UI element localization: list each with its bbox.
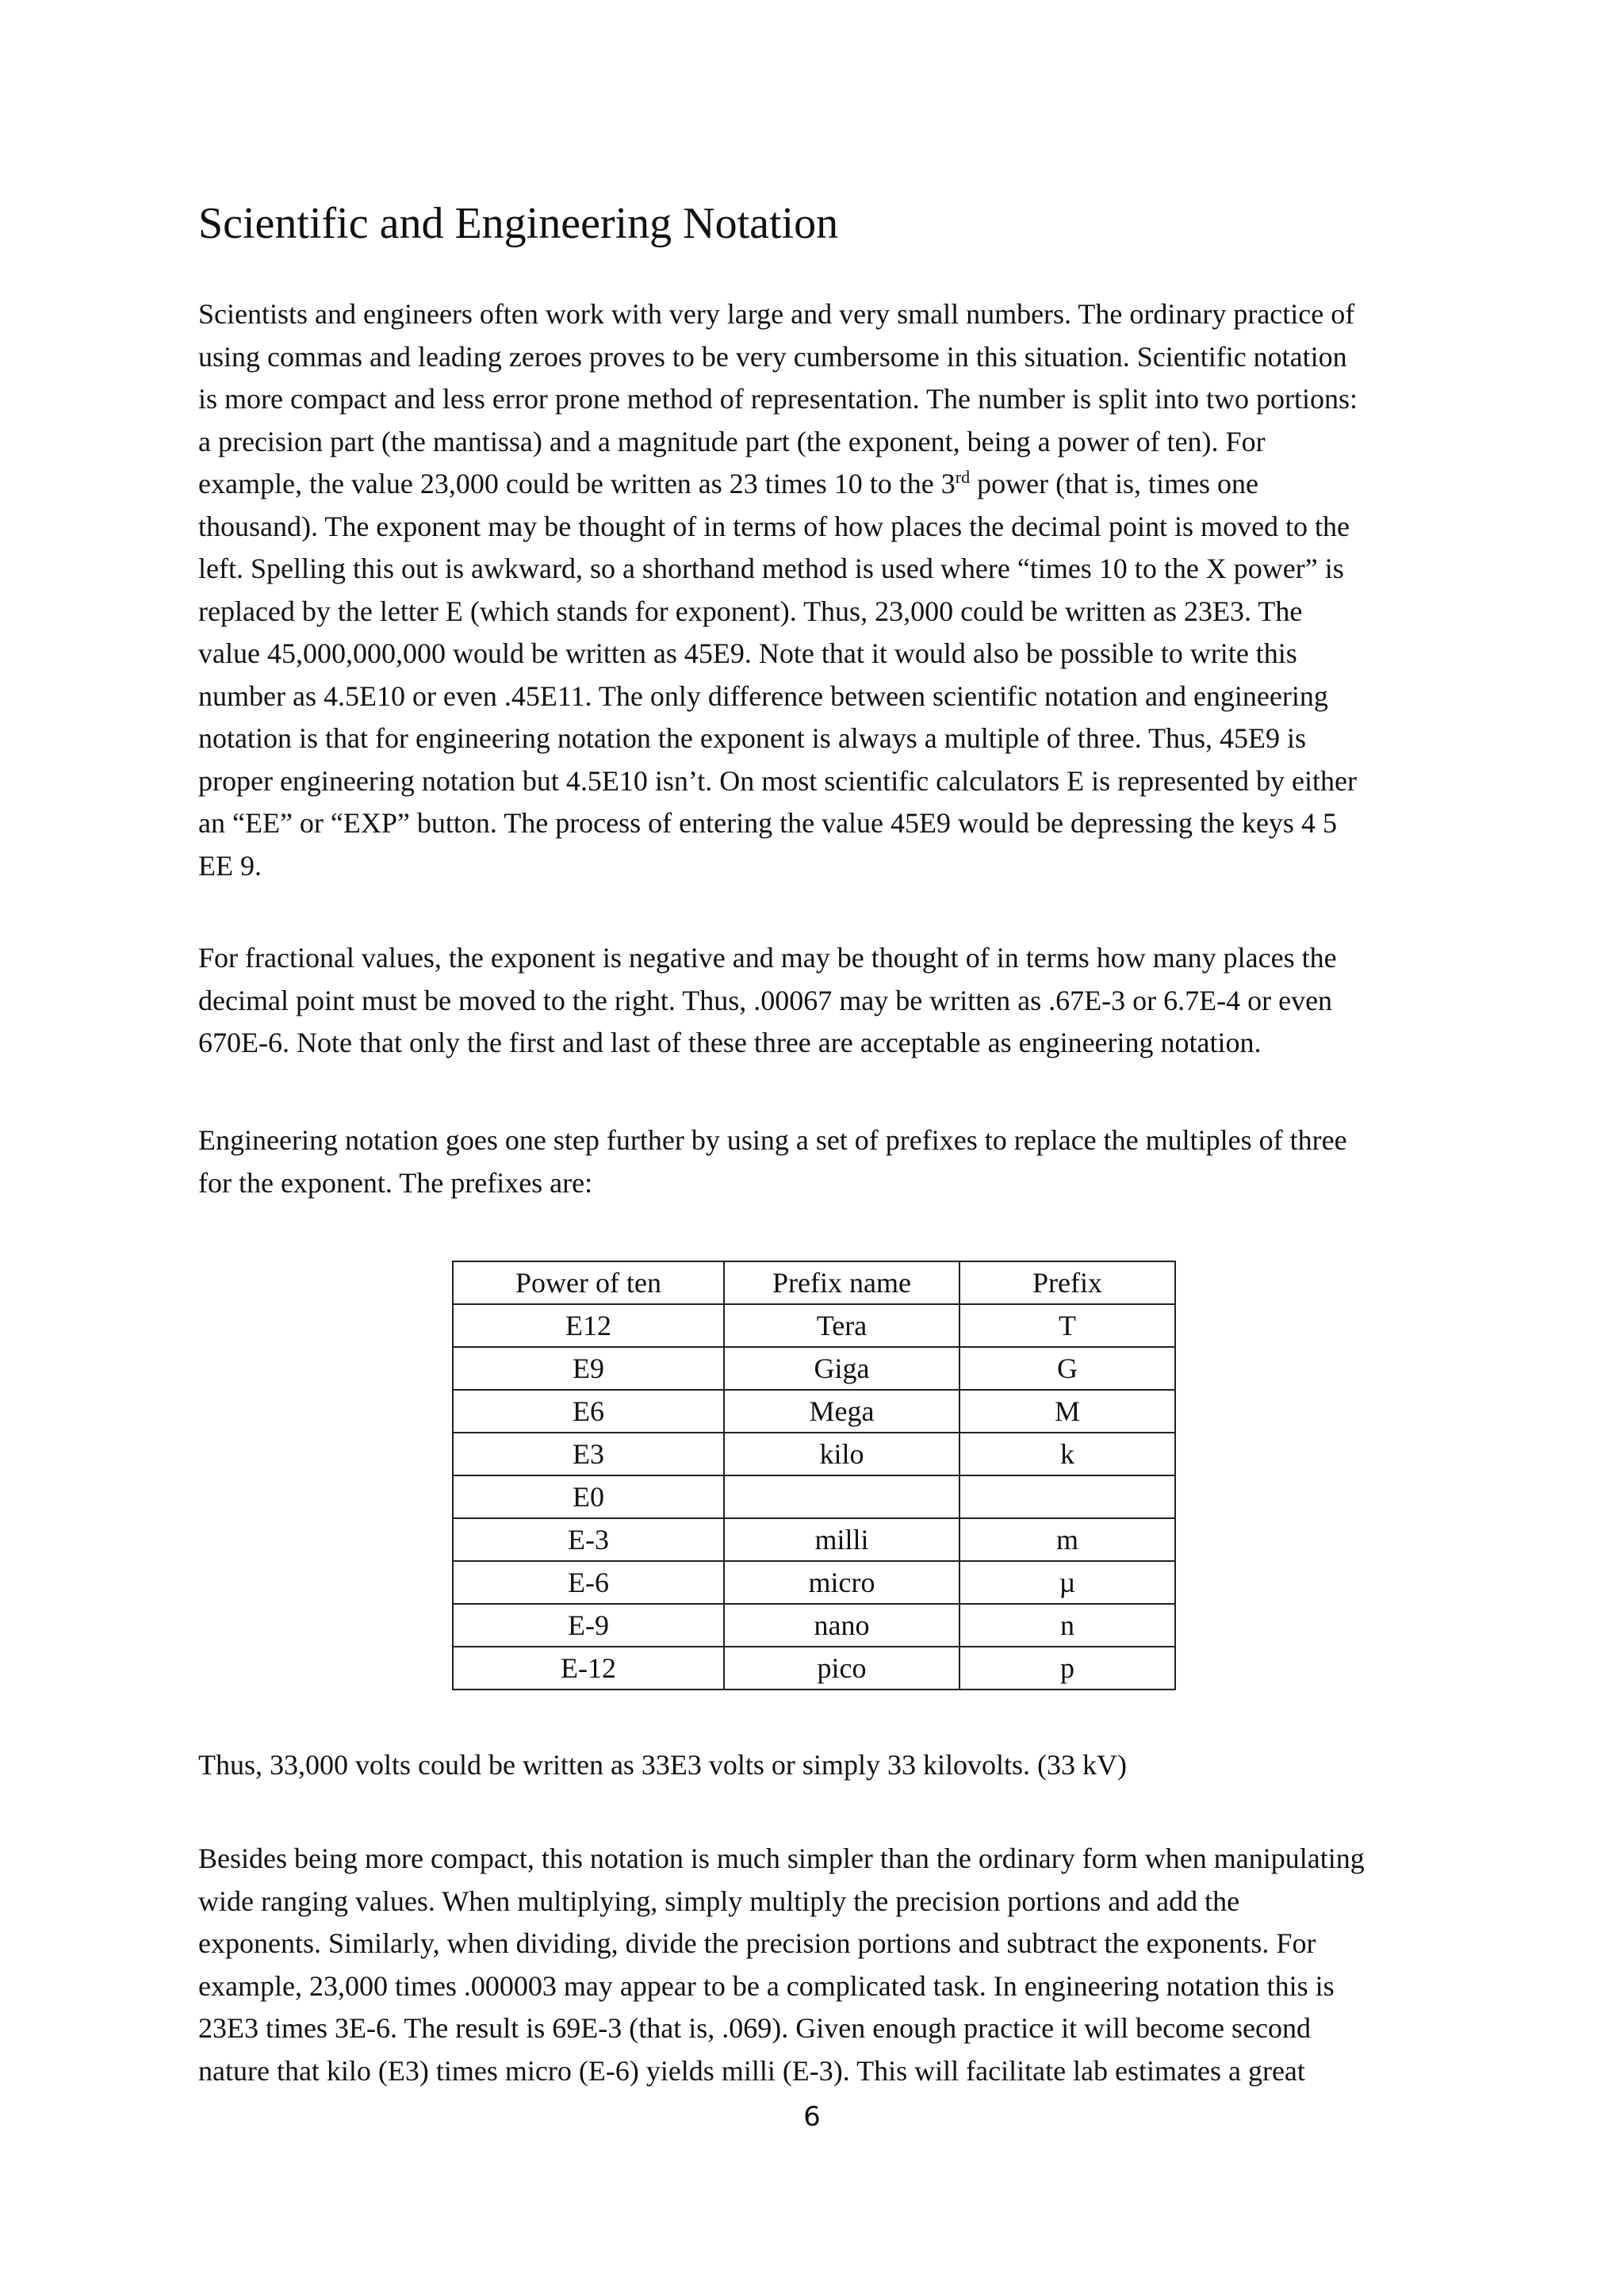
paragraph-kilovolts: [198, 1744, 1435, 1787]
table-row: [453, 1304, 1175, 1347]
table-row: [453, 1647, 1175, 1689]
text-line: is more compact and less error prone method of representation. The number is split into two portions:: [198, 383, 1358, 415]
paragraph-intro: [198, 293, 1435, 887]
text-line: example, 23,000 times .000003 may appear to be a complicated task. In engineering notation this is: [198, 1969, 1335, 2002]
text-line: for the exponent. The prefixes are:: [198, 1166, 593, 1199]
table-cell: [959, 1475, 1175, 1518]
prefix-table: [452, 1261, 1176, 1690]
text-line: For fractional values, the exponent is negative and may be thought of in terms how many places the: [198, 942, 1337, 974]
text-run: power (that is, times one: [970, 468, 1259, 499]
table-cell: E3: [453, 1433, 724, 1475]
text-line: Besides being more compact, this notation is much simpler than the ordinary form when manipulating: [198, 1843, 1365, 1874]
table-row: [453, 1604, 1175, 1647]
table-row: [453, 1518, 1175, 1561]
text-line: wide ranging values. When multiplying, simply multiply the precision portions and add the: [198, 1885, 1240, 1917]
table-cell: µ: [959, 1561, 1175, 1604]
table-cell: pico: [724, 1647, 959, 1689]
table-cell: E0: [453, 1475, 724, 1518]
paragraph-manipulation: [198, 1838, 1435, 2092]
table-cell: E-3: [453, 1518, 724, 1561]
table-cell: milli: [724, 1518, 959, 1561]
table-cell: nano: [724, 1604, 959, 1647]
text-line: number as 4.5E10 or even .45E11. The only difference between scientific notation and engineering: [198, 679, 1328, 712]
table-cell: T: [959, 1304, 1175, 1347]
paragraph-prefixes-intro: [198, 1119, 1435, 1204]
table-cell: Giga: [724, 1347, 959, 1390]
header-prefix: Prefix: [959, 1261, 1175, 1304]
text-line: Scientists and engineers often work with very large and very small numbers. The ordinary practice of: [198, 298, 1355, 330]
header-prefix-name: Prefix name: [724, 1261, 959, 1304]
table-cell: m: [959, 1518, 1175, 1561]
table-cell: kilo: [724, 1433, 959, 1475]
text-line: 23E3 times 3E-6. The result is 69E-3 (that is, .069). Given enough practice it will become second: [198, 2012, 1311, 2044]
table-cell: E-9: [453, 1604, 724, 1647]
text-line: [198, 463, 1435, 506]
table-cell: E-6: [453, 1561, 724, 1604]
table-row: [453, 1390, 1175, 1433]
table-cell: E6: [453, 1390, 724, 1433]
table-cell: p: [959, 1647, 1175, 1689]
table-cell: E9: [453, 1347, 724, 1390]
text-line: 670E-6. Note that only the first and last of these three are acceptable as engineering notation.: [198, 1027, 1262, 1058]
page-title: Scientific and Engineering Notation: [198, 199, 839, 248]
table-row: [453, 1475, 1175, 1518]
text-line: a precision part (the mantissa) and a magnitude part (the exponent, being a power of ten). For: [198, 425, 1266, 457]
table-cell: [724, 1475, 959, 1518]
table-cell: Mega: [724, 1390, 959, 1433]
table-row: [453, 1433, 1175, 1475]
text-line: thousand). The exponent may be thought of in terms of how places the decimal point is moved to the: [198, 510, 1350, 542]
table-cell: E12: [453, 1304, 724, 1347]
text-line: value 45,000,000,000 would be written as 45E9. Note that it would also be possible to write this: [198, 637, 1297, 669]
text-line: left. Spelling this out is awkward, so a shorthand method is used where “times 10 to the X power” is: [198, 553, 1344, 584]
table-header-row: [453, 1261, 1175, 1304]
text-line: nature that kilo (E3) times micro (E-6) yields milli (E-3). This will facilitate lab estimates a great: [198, 2054, 1305, 2087]
text-line: replaced by the letter E (which stands for exponent). Thus, 23,000 could be written as 23E3. The: [198, 595, 1303, 627]
header-power-of-ten: Power of ten: [453, 1261, 724, 1304]
table-cell: E-12: [453, 1647, 724, 1689]
page-number: 6: [803, 2101, 821, 2133]
table-row: [453, 1347, 1175, 1390]
table-cell: k: [959, 1433, 1175, 1475]
text-line: exponents. Similarly, when dividing, divide the precision portions and subtract the exponents. For: [198, 1927, 1316, 1959]
text-line: notation is that for engineering notation the exponent is always a multiple of three. Thus, 45E9 is: [198, 722, 1307, 754]
text-line: decimal point must be moved to the right. Thus, .00067 may be written as .67E-3 or 6.7E-4 or even: [198, 984, 1333, 1016]
text-line: Engineering notation goes one step further by using a set of prefixes to replace the multiples of three: [198, 1124, 1347, 1156]
table-cell: M: [959, 1390, 1175, 1433]
text-run: example, the value 23,000 could be written as 23 times 10 to the 3: [198, 468, 956, 499]
table-cell: G: [959, 1347, 1175, 1390]
text-line: using commas and leading zeroes proves to be very cumbersome in this situation. Scientific notation: [198, 340, 1347, 373]
text-line: EE 9.: [198, 849, 262, 882]
text-line: an “EE” or “EXP” button. The process of entering the value 45E9 would be depressing the keys 4 5: [198, 807, 1337, 839]
table-row: [453, 1561, 1175, 1604]
table-cell: Tera: [724, 1304, 959, 1347]
paragraph-fractional: [198, 937, 1435, 1065]
text-line: Thus, 33,000 volts could be written as 33E3 volts or simply 33 kilovolts. (33 kV): [198, 1749, 1127, 1781]
text-line: proper engineering notation but 4.5E10 isn’t. On most scientific calculators E is represented by either: [198, 764, 1357, 797]
superscript: rd: [955, 467, 971, 487]
table-cell: micro: [724, 1561, 959, 1604]
table-cell: n: [959, 1604, 1175, 1647]
